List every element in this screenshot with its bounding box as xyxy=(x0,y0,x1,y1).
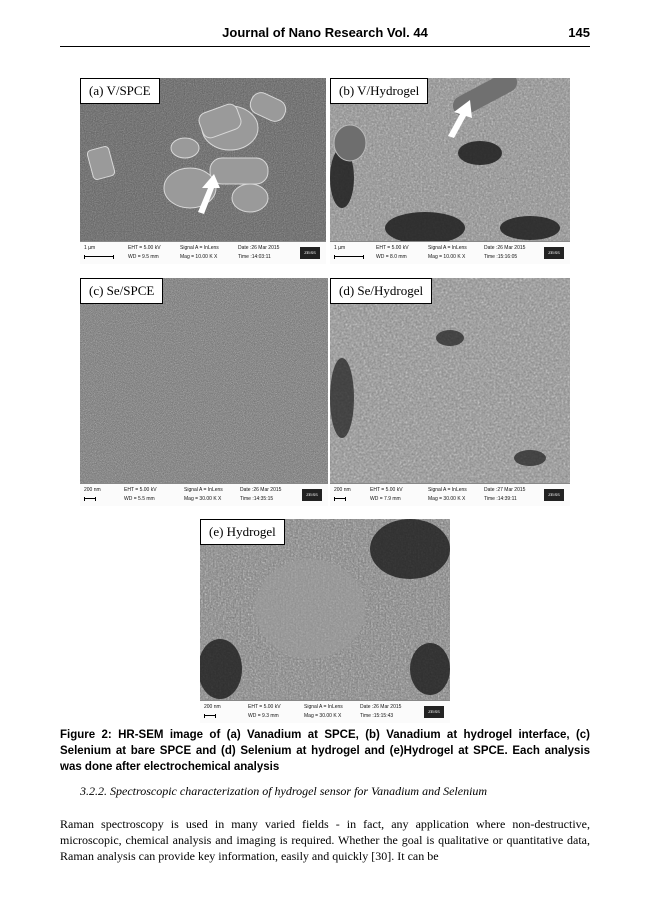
panel-label-b: (b) V/Hydrogel xyxy=(330,78,428,104)
date-value: Date :26 Mar 2015 xyxy=(238,245,280,251)
signal-value: Signal A = InLens xyxy=(304,704,343,710)
mag-value: Mag = 10.00 K X xyxy=(428,254,466,260)
wd-value: WD = 5.5 mm xyxy=(124,496,155,502)
scale-label: 1 µm xyxy=(334,245,346,251)
page-number: 145 xyxy=(568,25,590,40)
scale-bar xyxy=(84,255,114,259)
date-value: Date :27 Mar 2015 xyxy=(484,487,526,493)
time-value: Time :14:39:11 xyxy=(484,496,517,502)
sem-image-c xyxy=(80,278,328,484)
body-paragraph: Raman spectroscopy is used in many varied fields - in fact, any application where non-destructive, microscopic, chemical analysis and imaging is required. Whether the goal is qualitative or quantitative data, Raman analysis can provide key information, easily and quickly [30]. It can be xyxy=(60,817,590,863)
sem-image-d xyxy=(330,278,570,484)
eht-value: EHT = 5.00 kV xyxy=(124,487,157,493)
panel-label-e: (e) Hydrogel xyxy=(200,519,285,545)
wd-value: WD = 8.0 mm xyxy=(376,254,407,260)
eht-value: EHT = 5.00 kV xyxy=(128,245,161,251)
mag-value: Mag = 30.00 K X xyxy=(304,713,342,719)
time-value: Time :14:03:11 xyxy=(238,254,271,260)
signal-value: Signal A = InLens xyxy=(180,245,219,251)
running-header xyxy=(60,22,590,47)
eht-value: EHT = 5.00 kV xyxy=(248,704,281,710)
sem-databar-e xyxy=(200,700,450,723)
sem-image-e xyxy=(200,519,450,701)
scale-label: 200 nm xyxy=(334,487,351,493)
signal-value: Signal A = InLens xyxy=(428,245,467,251)
panel-label-d: (d) Se/Hydrogel xyxy=(330,278,432,304)
zeiss-logo: ZEISS xyxy=(302,489,322,501)
wd-value: WD = 9.5 mm xyxy=(128,254,159,260)
zeiss-logo: ZEISS xyxy=(544,489,564,501)
eht-value: EHT = 5.00 kV xyxy=(370,487,403,493)
scale-bar xyxy=(334,255,364,259)
scale-label: 200 nm xyxy=(204,704,221,710)
sem-panel-c xyxy=(80,278,328,506)
wd-value: WD = 9.3 mm xyxy=(248,713,279,719)
time-value: Time :14:35:15 xyxy=(240,496,274,502)
section-subheading: 3.2.2. Spectroscopic characterization of hydrogel sensor for Vanadium and Selenium xyxy=(80,784,488,798)
figure-caption: Figure 2: HR-SEM image of (a) Vanadium at SPCE, (b) Vanadium at hydrogel interface, (c) Selenium at bare SPCE and (d) Selenium at hydrogel and (e)Hydrogel at SPCE. Each analysis was done after electrochemical analysis xyxy=(60,729,590,773)
time-value: Time :15:16:05 xyxy=(484,254,518,260)
date-value: Date :26 Mar 2015 xyxy=(360,704,402,710)
zeiss-logo: ZEISS xyxy=(300,247,320,259)
wd-value: WD = 7.9 mm xyxy=(370,496,401,502)
eht-value: EHT = 5.00 kV xyxy=(376,245,409,251)
date-value: Date :26 Mar 2015 xyxy=(484,245,526,251)
sem-panel-b xyxy=(330,78,570,264)
panel-label-c: (c) Se/SPCE xyxy=(80,278,163,304)
sem-panel-e xyxy=(200,519,450,723)
sem-panel-a xyxy=(80,78,326,264)
mag-value: Mag = 10.00 K X xyxy=(180,254,218,260)
scale-label: 200 nm xyxy=(84,487,101,493)
sem-databar-a xyxy=(80,241,326,264)
sem-databar-b xyxy=(330,241,570,264)
panel-label-a: (a) V/SPCE xyxy=(80,78,160,104)
scale-bar xyxy=(204,714,216,718)
scale-bar xyxy=(84,497,96,501)
sem-databar-c xyxy=(80,483,328,506)
signal-value: Signal A = InLens xyxy=(184,487,223,493)
zeiss-logo: ZEISS xyxy=(544,247,564,259)
mag-value: Mag = 30.00 K X xyxy=(428,496,466,502)
time-value: Time :15:15:43 xyxy=(360,713,394,719)
mag-value: Mag = 30.00 K X xyxy=(184,496,222,502)
scale-bar xyxy=(334,497,346,501)
journal-title: Journal of Nano Research Vol. 44 xyxy=(222,25,428,40)
sem-panel-d xyxy=(330,278,570,506)
sem-databar-d xyxy=(330,483,570,506)
signal-value: Signal A = InLens xyxy=(428,487,467,493)
scale-label: 1 µm xyxy=(84,245,96,251)
date-value: Date :26 Mar 2015 xyxy=(240,487,282,493)
zeiss-logo: ZEISS xyxy=(424,706,444,718)
